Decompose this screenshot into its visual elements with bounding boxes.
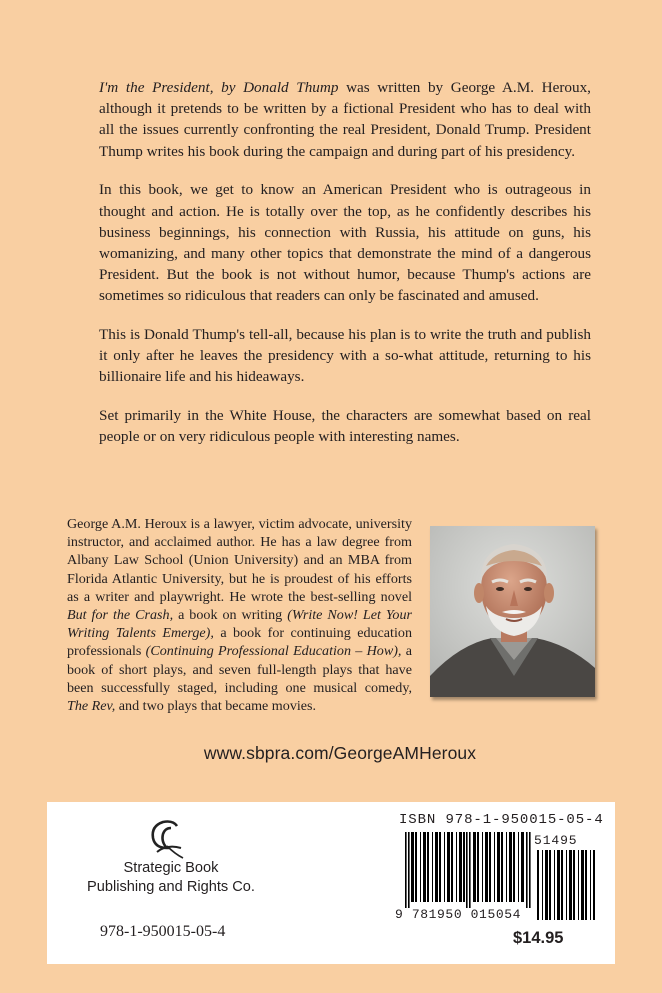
barcode-addon-number: 51495 [534,833,578,848]
cpe-book-title: (Continuing Professional Education – How), [145,643,402,660]
barcode [395,812,609,962]
book-title: I'm the President, by Donald Thump [99,79,339,96]
author-bio: George A.M. Heroux is a lawyer, victim advocate, university instructor, and acclaimed author. He has a law degree from Albany Law School (Union University) and an MBA from Florida Atlantic University, but he is proudest of his efforts as a writer and playwright. He wrote the best-selling novel But for the Crash, a book on writing (Write Now! Let Your Writing Talents Emerge), a book for continuing education professionals (Continuing Professional Education – How), a book of short plays, and seven full-length plays that have been successfully staged, including one musical comedy, The Rev, and two plays that became movies. [67,516,412,715]
description-paragraph-3: This is Donald Thump's tell-all, because his plan is to write the truth and publish it only after he leaves the presidency with a so-what attitude, returning to his billionaire life and his hideaways. [99,326,591,386]
isbn-text: 978-1-950015-05-4 [100,923,226,940]
description-paragraph-2: In this book, we get to know an American President who is outrageous in thought and action. He is totally over the top, as he confidently describes his business beginnings, his connection with Russia, his attitude on guns, his womanizing, and many other topics that demonstrate the mind of a dangerous President. But the book is not without humor, because Thump's actions are sometimes so ridiculous that readers can only be fascinated and amused. [99,181,591,305]
writing-book-title: (Write Now! Let Your Writing Talents Emerge), [67,607,412,642]
barcode-digits: 9 781950 015054 [395,907,522,922]
novel-title: But for the Crash, [67,607,174,624]
publisher-name: Strategic Book Publishing and Rights Co. [87,860,255,895]
price: $14.95 [513,929,564,947]
author-website-link[interactable]: www.sbpra.com/GeorgeAMHeroux [203,743,477,763]
author-photo [430,526,595,697]
back-cover-panel [47,802,615,964]
barcode-isbn-label: ISBN 978-1-950015-05-4 [399,812,604,828]
description-paragraph-4: Set primarily in the White House, the characters are somewhat based on real people or on very ridiculous people with interesting names. [99,407,591,446]
musical-title: The Rev, [67,698,116,715]
book-description [99,77,591,465]
description-paragraph-1: I'm the President, by Donald Thump was written by George A.M. Heroux, although it pretends to be written by a fictional President who has to deal with all the issues currently confronting the real President, Donald Trump. President Thump writes his book during the campaign and during part of his presidency. [99,79,591,160]
publisher-logo-icon [147,818,187,863]
